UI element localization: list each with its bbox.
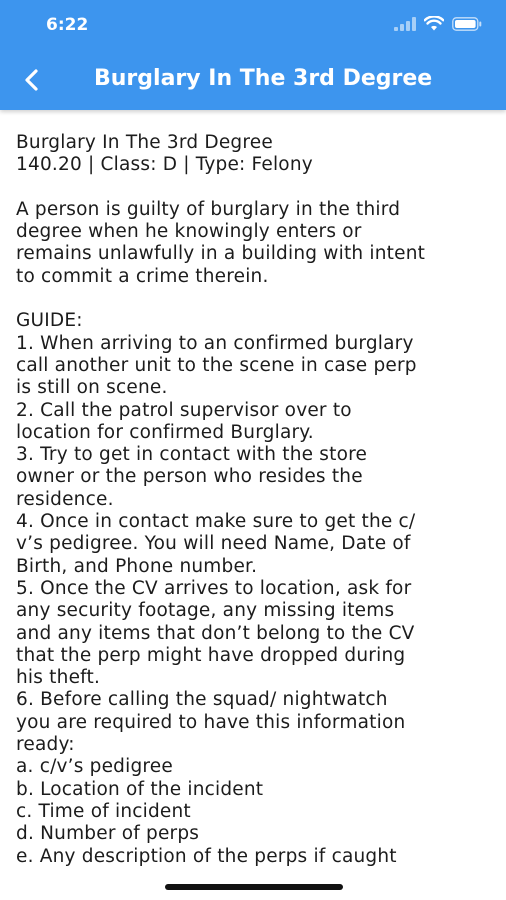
guide-section xyxy=(16,310,490,867)
guide-line: 1. When arriving to an confirmed burglary xyxy=(16,332,414,354)
guide-line: 4. Once in contact make sure to get the c/ xyxy=(16,511,416,533)
guide-line: b. Location of the incident xyxy=(16,778,264,800)
guide-line: you are required to have this information xyxy=(16,711,406,733)
guide-line: e. Any description of the perps if caught xyxy=(16,845,397,867)
description-line: degree when he knowingly enters or xyxy=(16,221,362,243)
article-content xyxy=(16,132,490,868)
guide-line: location for confirmed Burglary. xyxy=(16,421,314,443)
guide-line: a. c/v’s pedigree xyxy=(16,756,173,778)
article-heading: Burglary In The 3rd Degree xyxy=(16,132,273,153)
app-header xyxy=(0,0,506,110)
guide-line: 5. Once the CV arrives to location, ask for xyxy=(16,577,412,599)
description-line: A person is guilty of burglary in the third xyxy=(16,198,401,220)
description-paragraph xyxy=(16,199,490,288)
guide-line: 3. Try to get in contact with the store xyxy=(16,444,368,466)
description-line: to commit a crime therein. xyxy=(16,265,269,287)
guide-line: d. Number of perps xyxy=(16,823,200,845)
guide-line: and any items that don’t belong to the CV xyxy=(16,622,415,644)
guide-line: ready: xyxy=(16,734,75,756)
signal-icon xyxy=(394,17,416,31)
guide-line: is still on scene. xyxy=(16,377,168,399)
spacer xyxy=(16,288,490,310)
chevron-left-icon xyxy=(23,68,39,92)
back-button[interactable] xyxy=(16,62,46,98)
guide-line: 2. Call the patrol supervisor over to xyxy=(16,399,352,421)
guide-line: v’s pedigree. You will need Name, Date of xyxy=(16,533,411,555)
guide-line: c. Time of incident xyxy=(16,800,191,822)
guide-line: owner or the person who resides the xyxy=(16,466,363,488)
guide-line: Birth, and Phone number. xyxy=(16,555,258,577)
battery-icon xyxy=(452,17,482,31)
spacer xyxy=(16,177,490,199)
page-title: Burglary In The 3rd Degree xyxy=(94,66,433,91)
guide-line: that the perp might have dropped during xyxy=(16,644,406,666)
description-line: remains unlawfully in a building with intent xyxy=(16,243,426,265)
guide-line: any security footage, any missing items xyxy=(16,600,395,622)
guide-line: his theft. xyxy=(16,667,101,689)
home-indicator[interactable] xyxy=(165,884,343,890)
guide-line: call another unit to the scene in case perp xyxy=(16,354,417,376)
guide-line: 6. Before calling the squad/ nightwatch xyxy=(16,689,388,711)
wifi-icon xyxy=(424,16,444,31)
guide-line: GUIDE: xyxy=(16,310,83,332)
article-meta: 140.20 | Class: D | Type: Felony xyxy=(16,154,313,176)
status-time: 6:22 xyxy=(46,15,89,35)
guide-line: residence. xyxy=(16,488,114,510)
status-icons xyxy=(394,16,482,31)
